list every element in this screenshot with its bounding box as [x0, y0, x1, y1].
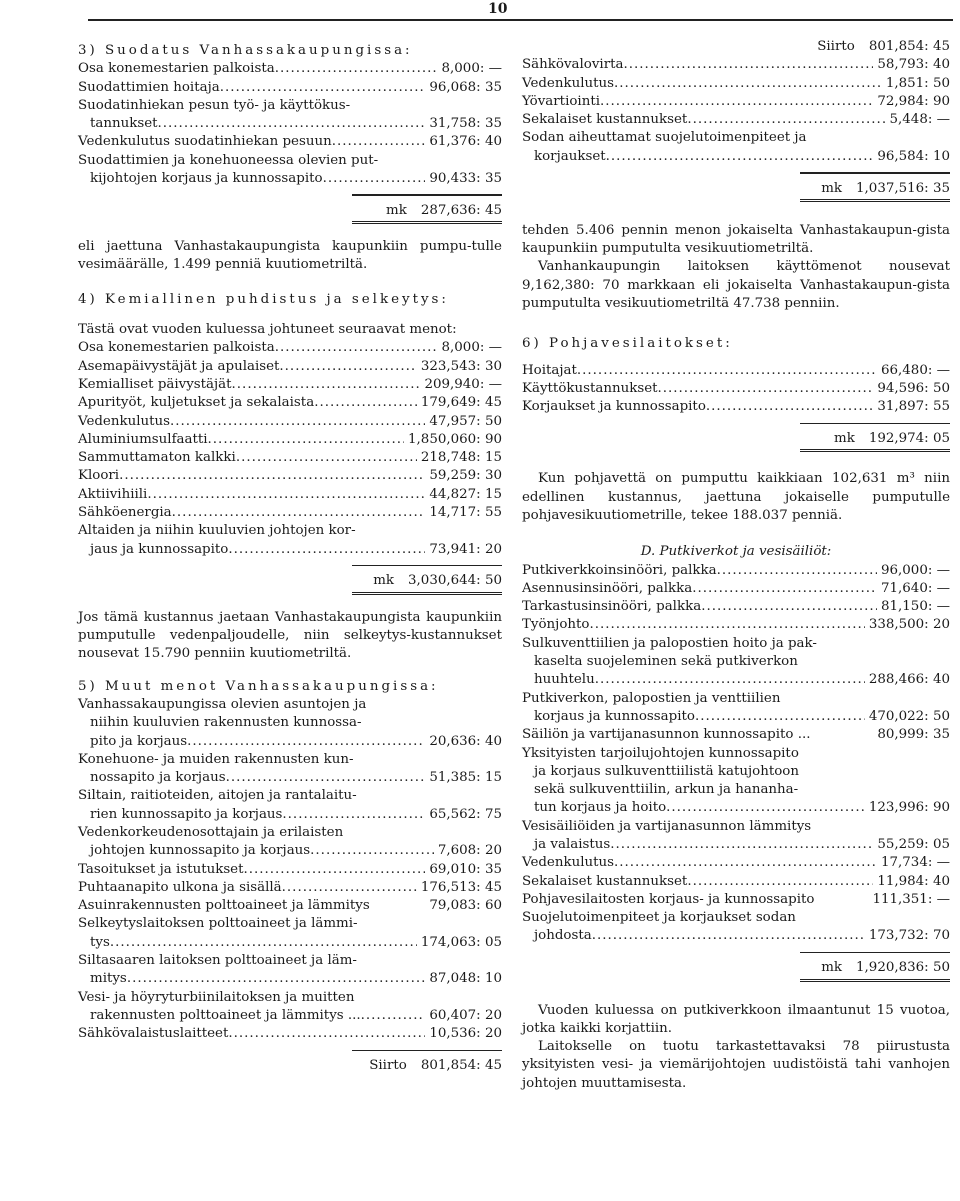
ledger-row [78, 806, 502, 824]
entry-amount: 5,448: — [889, 112, 950, 128]
ledger-row [522, 873, 950, 891]
entry-label: Osa konemestarien palkoista [78, 340, 275, 356]
entry-label-continued: johtojen kunnossapito ja korjaus [90, 843, 311, 859]
entry-amount: 61,376: 40 [429, 134, 502, 150]
ledger-row [78, 1025, 502, 1043]
sum-rule [800, 172, 950, 174]
ledger-row [522, 398, 950, 416]
dot-leader [236, 449, 417, 467]
entry-label: Sodan aiheuttamat suojelutoimenpiteet ja [522, 130, 807, 146]
entry-label: Sähkövalaistuslaitteet [78, 1026, 229, 1042]
entry-amount: 96,000: — [880, 562, 950, 578]
entry-label: Putkiverkon, palopostien ja venttiilien [522, 690, 781, 706]
siirto-label: Siirto [817, 39, 855, 54]
entry-amount: 73,941: 20 [429, 541, 502, 557]
entry-label: Altaiden ja niihin kuuluvien johtojen kor- [78, 523, 356, 539]
sum-rule [352, 194, 502, 196]
double-rule [352, 591, 502, 595]
entry-amount: 1,851: 50 [885, 75, 950, 91]
ledger-row [522, 362, 950, 380]
entry-label: Suodattimien ja konehuoneessa olevien put- [78, 152, 379, 168]
entry-label: Yövartiointi [522, 93, 600, 109]
ledger-row [78, 394, 502, 412]
continued-total [522, 180, 950, 198]
entry-label: Apurityöt, kuljetukset ja sekalaista [78, 395, 315, 411]
ledger-row [78, 842, 502, 860]
entry-amount: 79,083: 60 [429, 898, 502, 914]
entry-amount: 59,259: 30 [429, 468, 502, 484]
dot-leader [361, 1007, 426, 1025]
continued-table [522, 56, 950, 166]
ledger-row [78, 486, 502, 504]
entry-amount: 66,480: — [880, 362, 950, 378]
entry-label: Kemialliset päivystäjät [78, 376, 232, 392]
dot-leader [220, 79, 426, 97]
entry-label: Tasoitukset ja istutukset [78, 861, 244, 877]
dot-leader [614, 854, 877, 872]
entry-label: Asuinrakennusten polttoaineet ja lämmitys [78, 898, 370, 914]
dot-leader [658, 380, 874, 398]
double-rule [800, 198, 950, 202]
ledger-row [522, 75, 950, 93]
section-6-table [522, 362, 950, 417]
entry-label-continued: sekä sulkuventtiilin, arkun ja hananha- [534, 782, 799, 798]
section-6-total [522, 430, 950, 448]
ledger-row [522, 111, 950, 129]
sum-rule [352, 565, 502, 567]
entry-label: Vesi- ja höyryturbiinilaitoksen ja muitten [78, 989, 355, 1005]
section-5-siirto [78, 1057, 502, 1075]
ledger-row [78, 934, 502, 952]
right-column [522, 38, 950, 1093]
ledger-row [522, 56, 950, 74]
entry-label: Siltasaaren laitoksen polttoaineet ja läm- [78, 953, 357, 969]
entry-label-continued: ja valaistus [534, 836, 611, 852]
entry-label-continued: ja korjaus sulkuventtiilistä katujohtoon [534, 763, 799, 779]
dot-leader [147, 486, 425, 504]
entry-label: Korjaukset ja kunnossapito [522, 399, 706, 415]
section-4-table [78, 339, 502, 559]
entry-label-continued: rien kunnossapito ja korjaus [90, 806, 283, 822]
ledger-row [78, 449, 502, 467]
dot-leader [600, 93, 873, 111]
entry-amount: 44,827: 15 [429, 486, 502, 502]
ledger-row [78, 879, 502, 897]
ledger-row [522, 708, 950, 726]
sum-rule [352, 1050, 502, 1052]
dot-leader [110, 934, 417, 952]
dot-leader [623, 56, 873, 74]
siirto-amount: 801,854: 45 [420, 1058, 502, 1074]
entry-amount: 179,649: 45 [420, 395, 502, 411]
dot-leader [244, 861, 426, 879]
entry-amount: 11,984: 40 [877, 873, 950, 889]
dot-leader [172, 504, 426, 522]
dot-leader [310, 842, 434, 860]
total-amount: 3,030,644: 50 [408, 573, 502, 589]
entry-label-continued: nossapito ja korjaus [90, 770, 226, 786]
ledger-row [522, 380, 950, 398]
entry-label: Aluminiumsulfaatti [78, 431, 208, 447]
ledger-row [78, 897, 502, 915]
entry-label-continued: kijohtojen korjaus ja kunnossapito [90, 171, 323, 187]
section-d-paragraph-2: Laitokselle on tuotu tarkastettavaksi 78 piirustusta yksityisten vesi- ja viemärijohtojen uudistöistä tahi vanhojen johtojen muuttamisesta. [522, 1039, 950, 1091]
ledger-row [522, 148, 950, 166]
currency-label: mk [821, 180, 843, 196]
entry-label: Yksityisten tarjoilujohtojen kunnossapito [522, 745, 799, 761]
ledger-row [522, 836, 950, 854]
entry-label: Työnjohto [522, 617, 590, 633]
entry-label: Puhtaanapito ulkona ja sisällä [78, 879, 282, 895]
total-amount: 1,037,516: 35 [856, 180, 950, 196]
ledger-row [78, 504, 502, 522]
entry-amount: 14,717: 55 [429, 505, 502, 521]
entry-amount: 176,513: 45 [420, 879, 502, 895]
entry-label-continued: pito ja korjaus [90, 733, 188, 749]
entry-amount: 288,466: 40 [868, 672, 950, 688]
entry-label: Asemapäivystäjät ja apulaiset [78, 358, 280, 374]
section-3-heading: 3) Suodatus Vanhassakaupungissa: [78, 43, 413, 58]
ledger-row [522, 891, 950, 909]
entry-label: Vedenkulutus [522, 75, 615, 91]
dot-leader [706, 398, 873, 416]
entry-label-continued: huuhtelu [534, 672, 595, 688]
entry-label-continued: mitys [90, 971, 127, 987]
entry-label: Sekalaiset kustannukset [522, 873, 688, 889]
total-amount: 192,974: 05 [868, 431, 950, 447]
entry-label-continued: rakennusten polttoaineet ja lämmitys ... [90, 1007, 361, 1023]
ledger-row [522, 671, 950, 689]
entry-label: Vedenkulutus [78, 413, 171, 429]
dot-leader [282, 879, 417, 897]
dot-leader [614, 75, 882, 93]
dot-leader [666, 799, 865, 817]
dot-leader [695, 708, 865, 726]
section-6-paragraph: Kun pohjavettä on pumputtu kaikkiaan 102,631 m³ niin edellinen kustannus, jaettuna jokaiselle pumputulle pohjavesikuutiometrille, tekee 188.037 penniä. [522, 471, 950, 523]
dot-leader [332, 133, 426, 151]
entry-amount: 65,562: 75 [429, 806, 502, 822]
entry-label: Siltain, raitioteiden, aitojen ja rantalaitu- [78, 788, 357, 804]
entry-amount: 218,748: 15 [420, 450, 502, 466]
entry-label: Suodatinhiekan pesun työ- ja käyttökus- [78, 97, 351, 113]
cost-paragraph-2: Vanhankaupungin laitoksen käyttömenot nousevat 9,162,380: 70 markkaan eli jokaiselta Vanhastakaupun-gista pumputulta vesikuutiometriltä 47.738 penniin. [522, 259, 950, 312]
ledger-row [78, 358, 502, 376]
sum-rule [800, 423, 950, 425]
dot-leader [279, 358, 416, 376]
entry-label: Käyttökustannukset [522, 380, 658, 396]
section-4-paragraph: Jos tämä kustannus jaetaan Vanhastakaupungista kaupunkiin pumputulle vedenpaljoudelle, niin selkeytys-kustannukset nousevat 15.790 penniin kuutiometriltä. [78, 609, 502, 662]
entry-amount: 90,433: 35 [429, 171, 502, 187]
entry-label-continued: tys [90, 934, 110, 950]
ledger-row [78, 541, 502, 559]
double-rule [800, 448, 950, 452]
dot-leader [127, 970, 426, 988]
ledger-row [78, 1007, 502, 1025]
entry-label: Sähköenergia [78, 505, 172, 521]
entry-label: Hoitajat [522, 362, 577, 378]
entry-label: Putkiverkkoinsinööri, palkka [522, 562, 717, 578]
entry-label-continued: korjaukset [534, 148, 606, 164]
entry-amount: 31,897: 55 [877, 399, 950, 415]
dot-leader [170, 413, 425, 431]
entry-label-continued: korjaus ja kunnossapito [534, 708, 695, 724]
currency-label: mk [834, 431, 855, 447]
entry-label: Sulkuventtiilien ja palopostien hoito ja pak- [522, 635, 817, 651]
section-3-total [78, 202, 502, 220]
entry-label: Vedenkulutus suodatinhiekan pesuun [78, 134, 332, 150]
entry-amount: 123,996: 90 [868, 800, 950, 816]
entry-amount: 1,850,060: 90 [408, 431, 502, 447]
dot-leader [208, 431, 404, 449]
double-rule [800, 978, 950, 982]
entry-amount: 94,596: 50 [877, 380, 950, 396]
section-d-heading: D. Putkiverkot ja vesisäiliöt: [640, 544, 832, 560]
entry-label-continued: jaus ja kunnossapito [90, 541, 229, 557]
siirto-amount: 801,854: 45 [868, 39, 950, 54]
ledger-row [78, 431, 502, 449]
entry-amount: 47,957: 50 [429, 413, 502, 429]
ledger-row [522, 93, 950, 111]
entry-label: Osa konemestarien palkoista [78, 61, 275, 77]
entry-amount: 8,000: — [441, 61, 502, 77]
entry-label: Vesisäiliöiden ja vartijanasunnon lämmitys [522, 818, 812, 834]
ledger-row [522, 616, 950, 634]
dot-leader [577, 362, 877, 380]
ledger-row [522, 562, 950, 580]
ledger-row [78, 115, 502, 133]
dot-leader [595, 671, 865, 689]
dot-leader [701, 598, 877, 616]
entry-label: Säiliön ja vartijanasunnon kunnossapito ... [522, 727, 811, 743]
ledger-row [78, 79, 502, 97]
section-5-table [78, 696, 502, 1044]
entry-amount: 71,640: — [880, 580, 950, 596]
entry-amount: 60,407: 20 [429, 1007, 502, 1023]
dot-leader [592, 927, 865, 945]
left-column [78, 38, 502, 1075]
dot-leader [610, 836, 873, 854]
entry-amount: 87,048: 10 [429, 971, 502, 987]
ledger-row [78, 376, 502, 394]
section-d-table [522, 562, 950, 946]
entry-amount: 69,010: 35 [429, 861, 502, 877]
section-5-heading: 5) Muut menot Vanhassakaupungissa: [78, 678, 439, 694]
entry-label: Vedenkorkeudenosottajain ja erilaisten [78, 824, 344, 840]
entry-amount: 111,351: — [872, 891, 950, 907]
dot-leader [275, 60, 438, 78]
entry-amount: 20,636: 40 [429, 733, 502, 749]
entry-label: Suojelutoimenpiteet ja korjaukset sodan [522, 910, 796, 926]
entry-amount: 96,584: 10 [877, 148, 950, 164]
currency-label: mk [386, 202, 407, 218]
entry-label-continued: niihin kuuluvien rakennusten kunnossa- [90, 715, 362, 731]
dot-leader [228, 541, 425, 559]
entry-label: Sammuttamaton kalkki [78, 450, 236, 466]
ledger-row [78, 970, 502, 988]
dot-leader [323, 170, 426, 188]
ledger-row [78, 170, 502, 188]
entry-label: Selkeytyslaitoksen polttoaineet ja lämmi- [78, 916, 358, 932]
ledger-row [78, 60, 502, 78]
entry-amount: 72,984: 90 [877, 93, 950, 109]
siirto-label: Siirto [369, 1058, 407, 1074]
header-rule [88, 19, 953, 21]
dot-leader [687, 873, 873, 891]
entry-label: Sähkövalovirta [522, 57, 624, 73]
entry-amount: 96,068: 35 [429, 79, 502, 95]
dot-leader [692, 580, 877, 598]
entry-amount: 10,536: 20 [429, 1026, 502, 1042]
entry-label: Asennusinsinööri, palkka [522, 580, 693, 596]
entry-amount: 209,940: — [424, 376, 502, 392]
dot-leader [275, 339, 438, 357]
double-rule [352, 220, 502, 224]
section-4-heading: 4) Kemiallinen puhdistus ja selkeytys: [78, 291, 449, 307]
entry-label-continued: kaselta suojeleminen sekä putkiverkon [534, 654, 798, 670]
dot-leader [589, 616, 864, 634]
entry-label: Kloori [78, 468, 120, 484]
entry-amount: 55,259: 05 [877, 836, 950, 852]
dot-leader [232, 376, 421, 394]
entry-label-continued: johdosta [534, 928, 592, 944]
dot-leader [226, 769, 426, 787]
ledger-row [522, 854, 950, 872]
entry-label-continued: tun korjaus ja hoito [534, 800, 667, 816]
entry-amount: 80,999: 35 [877, 727, 950, 743]
ledger-row [522, 927, 950, 945]
total-amount: 1,920,836: 50 [856, 960, 950, 976]
entry-amount: 51,385: 15 [429, 770, 502, 786]
dot-leader [717, 562, 877, 580]
dot-leader [606, 148, 874, 166]
entry-amount: 470,022: 50 [868, 708, 950, 724]
section-6-heading: 6) Pohjavesilaitokset: [522, 336, 733, 352]
section-3-paragraph: eli jaettuna Vanhastakaupungista kaupunkiin pumpu-tulle vesimäärälle, 1.499 penniä kuutiometriltä. [78, 239, 502, 273]
ledger-row [522, 726, 950, 744]
dot-leader [687, 111, 885, 129]
entry-amount: 7,608: 20 [437, 843, 502, 859]
currency-label: mk [821, 960, 843, 976]
entry-amount: 174,063: 05 [420, 934, 502, 950]
ledger-row [522, 598, 950, 616]
ledger-row [78, 769, 502, 787]
entry-label: Suodattimien hoitaja [78, 79, 220, 95]
ledger-row [78, 467, 502, 485]
ledger-row [78, 733, 502, 751]
entry-label: Tarkastusinsinööri, palkka [522, 599, 702, 615]
carried-forward [522, 38, 950, 56]
entry-amount: 31,758: 35 [429, 116, 502, 132]
dot-leader [228, 1025, 425, 1043]
entry-label: Vedenkulutus [522, 855, 615, 871]
total-amount: 287,636: 45 [420, 202, 502, 218]
entry-label: Vanhassakaupungissa olevien asuntojen ja [78, 696, 367, 712]
dot-leader [187, 733, 425, 751]
ledger-row [78, 413, 502, 431]
dot-leader [119, 467, 425, 485]
entry-label: Aktiivihiili [78, 486, 148, 502]
ledger-row [78, 861, 502, 879]
entry-label-continued: tannukset [90, 116, 158, 132]
entry-amount: 58,793: 40 [877, 57, 950, 73]
section-4-intro: Tästä ovat vuoden kuluessa johtuneet seuraavat menot: [78, 322, 457, 338]
ledger-row [78, 133, 502, 151]
section-d-total [522, 959, 950, 977]
page-number: 10 [488, 1, 508, 17]
section-3-table [78, 60, 502, 188]
entry-label: Konehuone- ja muiden rakennusten kun- [78, 751, 354, 767]
section-4-total [78, 572, 502, 590]
entry-amount: 81,150: — [880, 599, 950, 615]
entry-amount: 338,500: 20 [868, 617, 950, 633]
entry-amount: 173,732: 70 [868, 928, 950, 944]
dot-leader [282, 806, 425, 824]
currency-label: mk [373, 573, 395, 589]
dot-leader [314, 394, 417, 412]
dot-leader [158, 115, 426, 133]
entry-amount: 17,734: — [880, 855, 950, 871]
sum-rule [800, 952, 950, 954]
entry-label: Sekalaiset kustannukset [522, 112, 688, 128]
ledger-row [522, 799, 950, 817]
ledger-row [78, 339, 502, 357]
entry-amount: 8,000: — [441, 340, 502, 356]
ledger-row [522, 580, 950, 598]
cost-paragraph-1: tehden 5.406 pennin menon jokaiselta Vanhastakaupun-gista kaupunkiin pumputulta vesikuutiometriltä. [522, 222, 950, 257]
entry-amount: 323,543: 30 [420, 358, 502, 374]
section-d-paragraph-1: Vuoden kuluessa on putkiverkkoon ilmaantunut 15 vuotoa, jotka kaikki korjattiin. [522, 1002, 950, 1036]
entry-label: Pohjavesilaitosten korjaus- ja kunnossapito [522, 891, 815, 907]
